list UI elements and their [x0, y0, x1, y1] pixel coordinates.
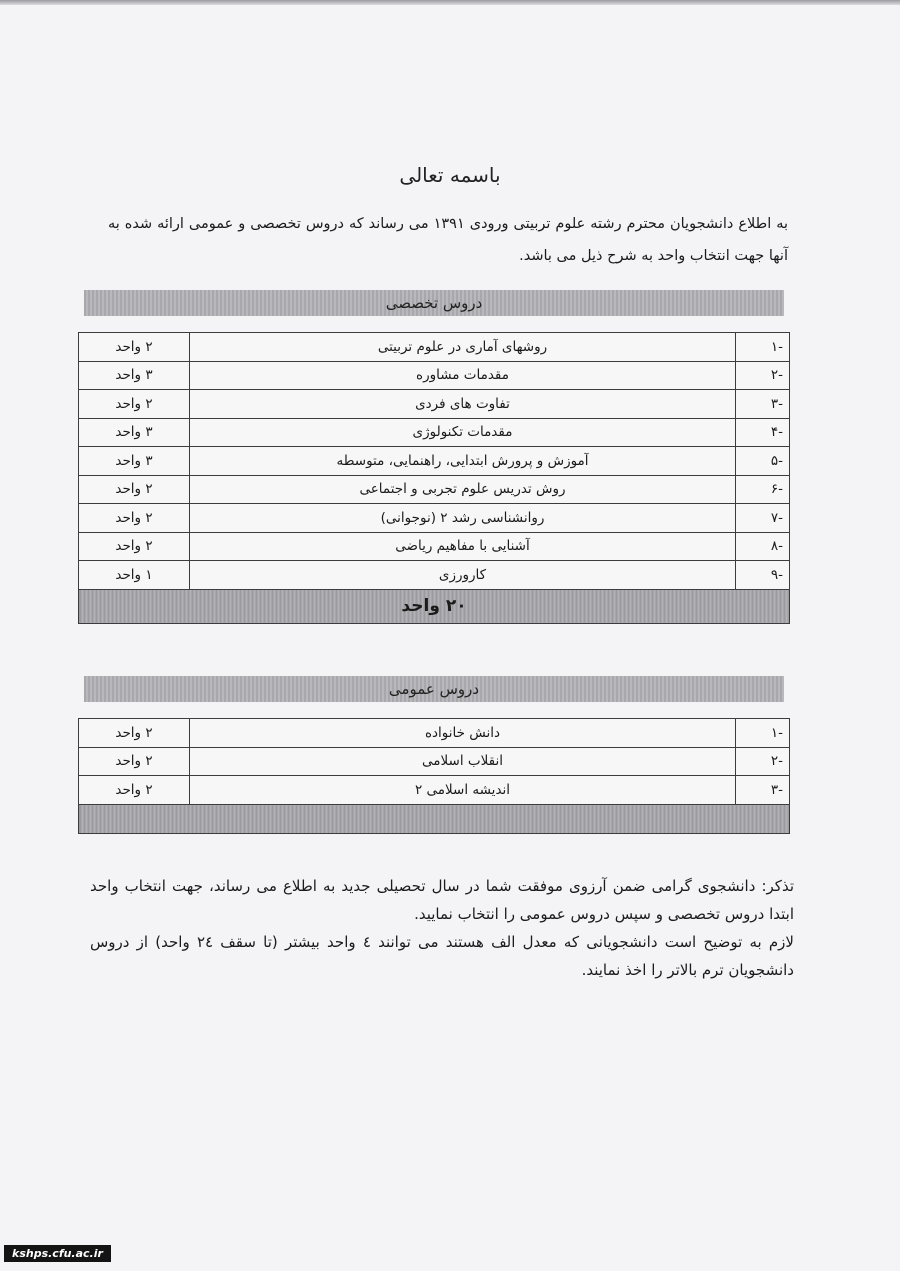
table-row: [79, 776, 790, 805]
site-watermark: kshps.cfu.ac.ir: [4, 1245, 111, 1262]
course-title: انقلاب اسلامی: [190, 747, 736, 776]
row-number: -۴: [736, 418, 790, 447]
table-row: [79, 504, 790, 533]
course-title: آموزش و پرورش ابتدایی، راهنمایی، متوسطه: [190, 447, 736, 476]
course-title: تفاوت های فردی: [190, 390, 736, 419]
course-units: ۲ واحد: [79, 475, 190, 504]
table-row: [79, 719, 790, 748]
row-number: -۲: [736, 361, 790, 390]
row-number: -۳: [736, 390, 790, 419]
row-number: -۷: [736, 504, 790, 533]
table-row: [79, 418, 790, 447]
row-number: -۸: [736, 532, 790, 561]
course-units: ۲ واحد: [79, 390, 190, 419]
course-units: ۲ واحد: [79, 719, 190, 748]
row-number: -۶: [736, 475, 790, 504]
table-row: [79, 747, 790, 776]
course-units: ۲ واحد: [79, 776, 190, 805]
row-number: -۱: [736, 333, 790, 362]
course-title: روشهای آماری در علوم تربیتی: [190, 333, 736, 362]
course-units: ۳ واحد: [79, 361, 190, 390]
total-row: [79, 589, 790, 623]
specialized-courses-table: [78, 332, 790, 624]
row-number: -۱: [736, 719, 790, 748]
table-row: [79, 390, 790, 419]
course-title: روش تدریس علوم تجربی و اجتماعی: [190, 475, 736, 504]
intro-paragraph: به اطلاع دانشجویان محترم رشته علوم تربیتی ورودی ۱۳۹۱ می رساند که دروس تخصصی و عمومی ارائه شده به آنها جهت انتخاب واحد به شرح ذیل می باشد.: [108, 216, 789, 264]
course-units: ۲ واحد: [79, 747, 190, 776]
total-units: ۲۰ واحد: [79, 589, 790, 623]
course-title: دانش خانواده: [190, 719, 736, 748]
course-units: ۲ واحد: [79, 532, 190, 561]
table-row: [79, 532, 790, 561]
general-courses-table: [78, 718, 790, 834]
general-courses-header: دروس عمومی: [84, 676, 784, 702]
page-heading: باسمه تعالی: [399, 163, 501, 187]
footer-row: [79, 804, 790, 833]
table-row: [79, 333, 790, 362]
course-units: ۱ واحد: [79, 561, 190, 590]
specialized-courses-header: دروس تخصصی: [84, 290, 784, 316]
course-units: ۳ واحد: [79, 447, 190, 476]
row-number: -۲: [736, 747, 790, 776]
course-title: کارورزی: [190, 561, 736, 590]
course-title: مقدمات مشاوره: [190, 361, 736, 390]
table-row: [79, 447, 790, 476]
course-title: مقدمات تکنولوژی: [190, 418, 736, 447]
course-title: آشنایی با مفاهیم ریاضی: [190, 532, 736, 561]
row-number: -۵: [736, 447, 790, 476]
course-units: ۲ واحد: [79, 333, 190, 362]
course-units: ۲ واحد: [79, 504, 190, 533]
course-title: اندیشه اسلامی ۲: [190, 776, 736, 805]
course-title: روانشناسی رشد ۲ (نوجوانی): [190, 504, 736, 533]
table-row: [79, 475, 790, 504]
note-paragraph: [90, 872, 794, 984]
row-number: -۹: [736, 561, 790, 590]
table-row: [79, 561, 790, 590]
note-line-2: لازم به توضیح است دانشجویانی که معدل الف هستند می توانند ٤ واحد بیشتر (تا سقف ٢٤ واحد) از دروس دانشجویان ترم بالاتر را اخذ نمایند.: [90, 933, 794, 979]
course-units: ۳ واحد: [79, 418, 190, 447]
row-number: -۳: [736, 776, 790, 805]
note-line-1: تذکر: دانشجوی گرامی ضمن آرزوی موفقت شما در سال تحصیلی جدید به اطلاع می رساند، جهت انتخاب واحد ابتدا دروس تخصصی و سپس دروس عمومی را انتخاب نمایید.: [90, 877, 794, 923]
table-row: [79, 361, 790, 390]
